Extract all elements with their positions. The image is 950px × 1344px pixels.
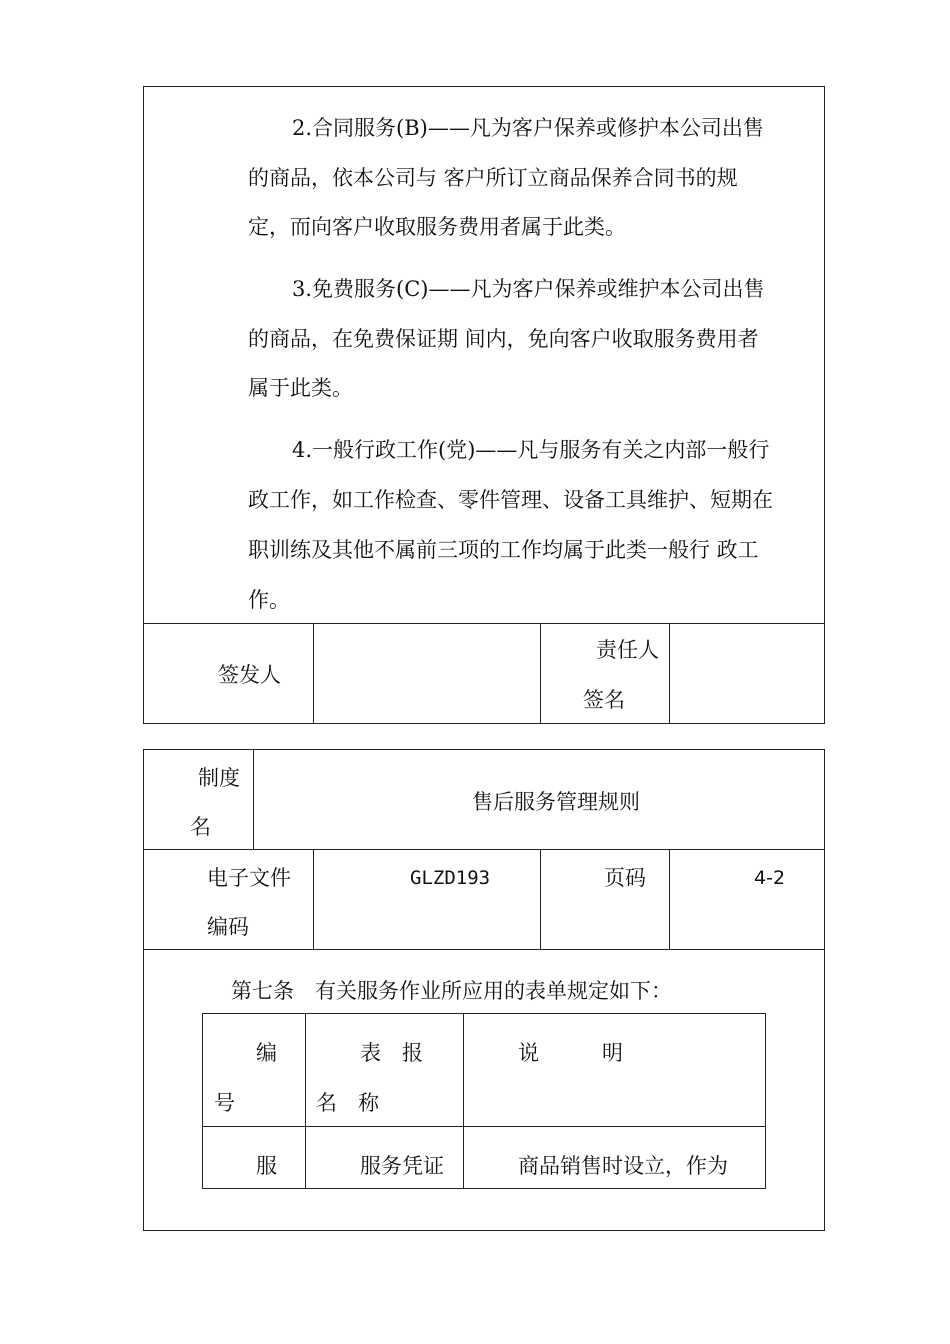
header-code-divider-1 bbox=[313, 849, 314, 950]
item4-line2: 政工作，如工作检查、零件管理、设备工具维护、短期在 bbox=[248, 488, 773, 512]
responsible-label-line2: 签名 bbox=[583, 688, 625, 712]
issuer-label: 签发人 bbox=[218, 663, 281, 687]
page-number-value: 4-2 bbox=[754, 867, 786, 889]
item4-line4: 作。 bbox=[248, 588, 290, 612]
header-code-divider-3 bbox=[669, 849, 670, 950]
form-table-header-name-line1: 表 报 bbox=[360, 1041, 423, 1065]
responsible-label-line1: 责任人 bbox=[596, 638, 659, 662]
item2-line2: 的商品，依本公司与 客户所订立商品保养合同书的规 bbox=[248, 166, 738, 190]
system-name-label-line2: 名 bbox=[190, 815, 211, 839]
header-code-divider-2 bbox=[540, 849, 541, 950]
form-table-col-divider-1 bbox=[305, 1013, 306, 1189]
page-label: 页码 bbox=[604, 866, 646, 890]
form-table-col-divider-2 bbox=[463, 1013, 464, 1189]
signature-col-divider-1 bbox=[313, 623, 314, 723]
form-table-header-number-line1: 编 bbox=[256, 1041, 277, 1065]
system-name-value: 售后服务管理规则 bbox=[472, 790, 640, 814]
file-code-label-line1: 电子文件 bbox=[207, 866, 291, 890]
item3-line1: 3.免费服务(C)——凡为客户保养或维护本公司出售 bbox=[292, 277, 765, 301]
signature-row-divider bbox=[143, 623, 825, 624]
file-code-value: GLZD193 bbox=[410, 867, 491, 889]
form-table-row1-name: 服务凭证 bbox=[360, 1154, 444, 1178]
article7-title: 第七条 有关服务作业所应用的表单规定如下： bbox=[231, 979, 672, 1003]
form-table-header-number-line2: 号 bbox=[214, 1091, 235, 1115]
header-row-divider-1 bbox=[143, 849, 825, 850]
signature-col-divider-2 bbox=[540, 623, 541, 723]
item4-line1: 4.一般行政工作(党)——凡与服务有关之内部一般行 bbox=[292, 438, 770, 462]
file-code-label-line2: 编码 bbox=[207, 915, 249, 939]
item3-line3: 属于此类。 bbox=[248, 376, 353, 400]
system-name-label-line1: 制度 bbox=[198, 766, 240, 790]
form-table-header-name-line2: 名 称 bbox=[316, 1091, 379, 1115]
item3-line2: 的商品，在免费保证期 间内，免向客户收取服务费用者 bbox=[248, 327, 759, 351]
signature-col-divider-3 bbox=[669, 623, 670, 723]
header-name-divider bbox=[253, 749, 254, 850]
form-table-row-divider bbox=[202, 1126, 766, 1127]
form-table-row1-description: 商品销售时设立，作为 bbox=[518, 1154, 728, 1178]
item4-line3: 职训练及其他不属前三项的工作均属于此类一般行 政工 bbox=[248, 538, 759, 562]
header-row-divider-2 bbox=[143, 949, 825, 950]
form-table-row1-number: 服 bbox=[256, 1154, 277, 1178]
form-table-header-description: 说 明 bbox=[518, 1041, 623, 1065]
item2-line1: 2.合同服务(B)——凡为客户保养或修护本公司出售 bbox=[292, 116, 764, 140]
item2-line3: 定，而向客户收取服务费用者属于此类。 bbox=[248, 215, 626, 239]
